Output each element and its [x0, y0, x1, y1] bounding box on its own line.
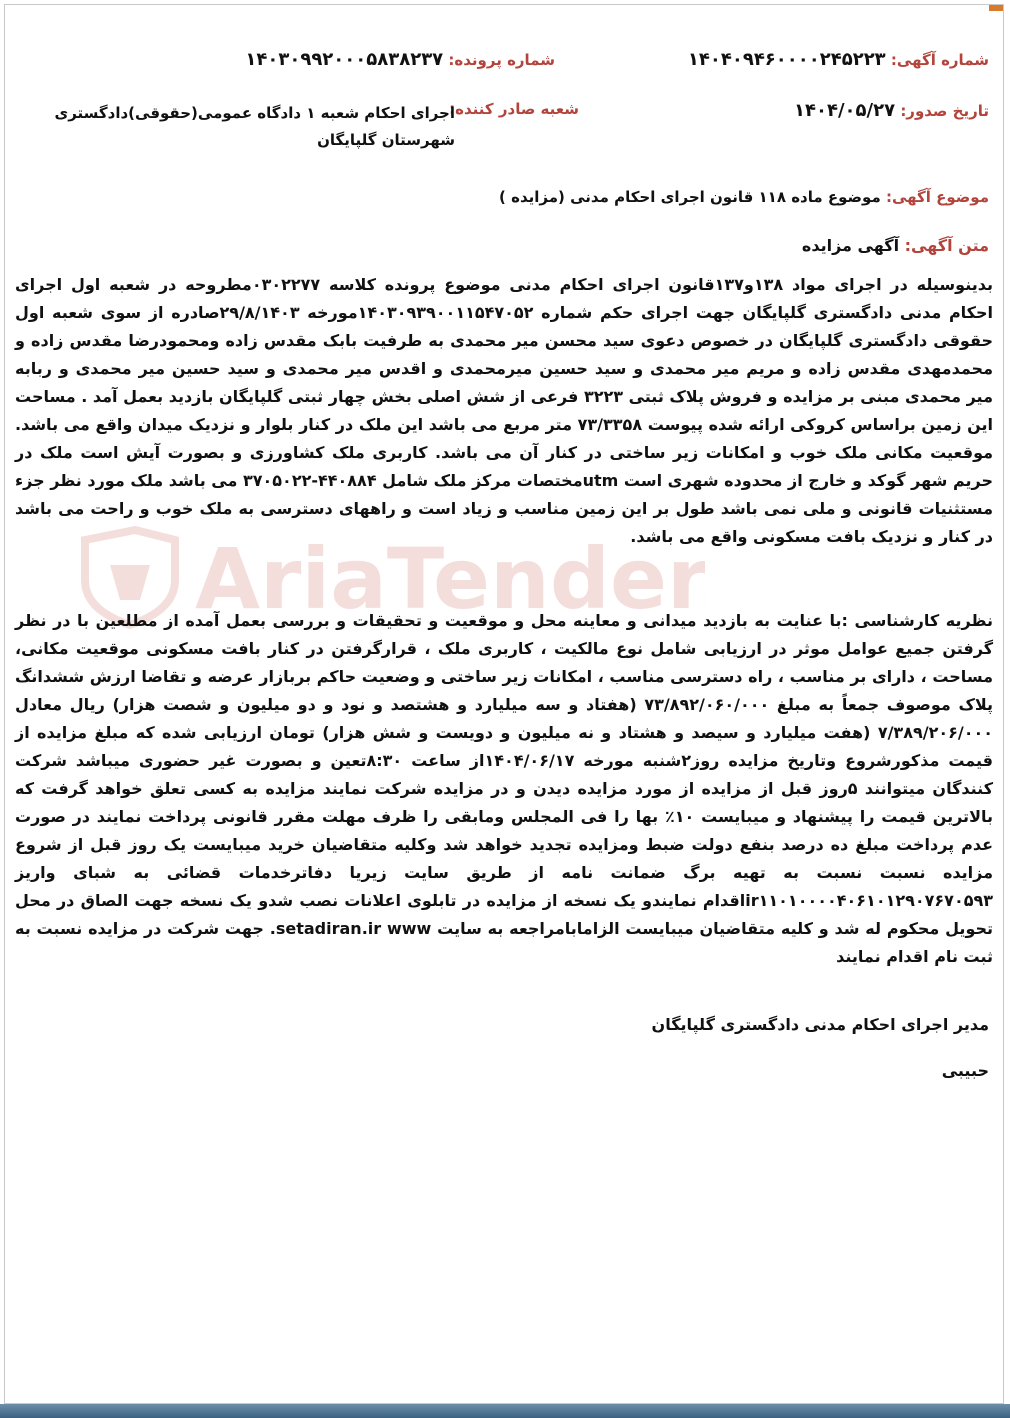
- subject-value: موضوع ماده ۱۱۸ قانون اجرای احکام مدنی (مزایده ): [499, 188, 881, 206]
- paragraph-1: بدینوسیله در اجرای مواد ۱۳۸و۱۳۷قانون اجرای احکام مدنی موضوع پرونده کلاسه ۰۳۰۲۲۷۷مطروحه در شعبه اول اجرای احکام مدنی دادگستری گلپایگان جهت اجرای حکم شماره ۱۴۰۳۰۹۳۹۰۰۱۱۵۴۷۰۵۲مورخه ۲۹/۸/۱۴۰۳صادره از سوی شعبه اول حقوقی دادگستری گلپایگان در خصوص دعوی سید محسن میر محمدی به طرفیت بابک مقدس زاده ومحمودرضا مقدس زاده و محمدمهدی مقدس زاده و مریم میر محمدی و سید حسین میرمحمدی و اقدس میر محمدی و سید حسین میر محمدی و ربابه میر محمدی مبنی بر مزایده و فروش پلاک ثبتی ۳۲۲۳ فرعی از شش اصلی بخش چهار ثبتی گلپایگان بازدید بعمل آمد . مساحت این زمین براساس کروکی ارائه شده پیوست ۷۳/۳۳۵۸ متر مربع می باشد این ملک در کنار بلوار و نزدیک میدان واقع می باشد. موقعیت مکانی ملک خوب و امکانات زیر ساختی در کنار آن می باشد. کاربری ملک کشاورزی و بصورت آیش است ملک در حریم شهر گوکد و خارج از محدوده شهری است utmمختصات مرکز ملک شامل ۴۴۰۸۸۴-۳۷۰۵۰۲۲ می باشد ملک مورد نظر جزء مستثنیات قانونی و ملی نمی باشد طول بر این زمین مناسب و زیاد است و راههای دسترسی به ملک خوب و راحت می باشد در کنار و نزدیک بافت مسکونی واقع می باشد.: [15, 275, 994, 546]
- ad-number-value: ۱۴۰۴۰۹۴۶۰۰۰۰۲۴۵۲۲۳: [687, 49, 886, 70]
- issue-date-label: تاریخ صدور:: [900, 102, 989, 120]
- issuer-label-row: [449, 100, 579, 118]
- signature-title: مدیر اجرای احکام مدنی دادگستری گلپایگان: [651, 1015, 989, 1034]
- issuer-label: شعبه صادر کننده:: [449, 100, 579, 118]
- case-number-row: [245, 49, 555, 70]
- issuer-line-1: اجرای احکام شعبه ۱ دادگاه عمومی(حقوقی)دادگستری: [54, 104, 455, 122]
- text-header-row: [802, 236, 989, 255]
- issuer-line-2: شهرستان گلپایگان: [317, 131, 455, 149]
- issue-date-value: ۱۴۰۴/۰۵/۲۷: [794, 100, 896, 121]
- subject-row: [499, 188, 989, 206]
- signature-name: حبیبی: [941, 1061, 989, 1080]
- corner-accent: [989, 5, 1003, 11]
- paragraph-2: نظریه کارشناسی :با عنایت به بازدید میدانی و معاینه محل و موقعیت و تحقیقات و بررسی بعمل آمده از مطلعین با در نظر گرفتن جمیع عوامل موثر در ارزیابی شامل نوع مالکیت ، کاربری ملک ، قرارگرفتن در کنار بافت مسکونی موقعیت مکانی، مساحت ، دارای بر مناسب ، راه دسترسی مناسب ، امکانات زیر ساختی و وضعیت حاکم بربازار عرضه و تقاضا ارزش ششدانگ پلاک موصوف جمعاً به مبلغ ۷۳/۸۹۲/۰۶۰/۰۰۰ (هفتاد و سه میلیارد و هشتصد و نود و دو میلیون و شصت هزار) ریال معادل ۷/۳۸۹/۲۰۶/۰۰۰ (هفت میلیارد و سیصد و هشتاد و نه میلیون و دویست و شش هزار) تومان ارزیابی شده که مبلغ مزایده از قیمت مذکورشروع وتاریخ مزایده روز۲شنبه مورخه ۱۴۰۴/۰۶/۱۷از ساعت ۸:۳۰تعین و بصورت غیر حضوری میباشد شرکت کنندگان میتوانند ۵روز قبل از مزایده از مورد مزایده دیدن و در مزایده شرکت نمایند مزایده به کسی تعلق خواهد گرفت که بالاترین قیمت را پیشنهاد و میبایست ۱۰٪ بها را فی المجلس ومابقی را ظرف مهلت مقرر قانونی پرداخت نمایند در صورت عدم پرداخت مبلغ ده درصد بنفع دولت ضبط ومزایده تجدید خواهد شد وکلیه متقاضیان خرید میبایست یک روز قبل از شروع مزایده نسبت نسبت به تهیه برگ ضمانت نامه از طریق سایت زیریا دفاترخدمات قضائی به شبای واریز ir۱۱۰۱۰۰۰۰۴۰۶۱۰۱۲۹۰۷۶۷۰۵۹۳اقدام نمایندو یک نسخه از مزایده در تابلوی اعلانات نصب شدو یک نسخه جهت الصاق در محل تحویل محکوم له شد و کلیه متقاضیان میبایست الزامابامراجعه به سایت setadiran.ir www. جهت شرکت در مزایده نسبت به ثبت نام اقدام نمایند: [15, 611, 994, 966]
- issue-date-row: [794, 100, 989, 121]
- subject-label: موضوع آگهی:: [885, 188, 989, 206]
- watermark-text: AriaTender: [195, 530, 697, 628]
- document-frame: [4, 4, 1004, 1404]
- bottom-bar: [0, 1404, 1010, 1418]
- ad-number-label: شماره آگهی:: [890, 51, 989, 69]
- text-header-label: متن آگهی:: [904, 236, 989, 255]
- issuer-value: [15, 100, 455, 154]
- case-number-label: شماره پرونده:: [448, 51, 555, 69]
- text-header-value: آگهی مزایده: [801, 236, 900, 255]
- case-number-value: ۱۴۰۳۰۹۹۲۰۰۰۵۸۳۸۲۳۷: [245, 49, 444, 70]
- ad-number-row: [688, 49, 989, 70]
